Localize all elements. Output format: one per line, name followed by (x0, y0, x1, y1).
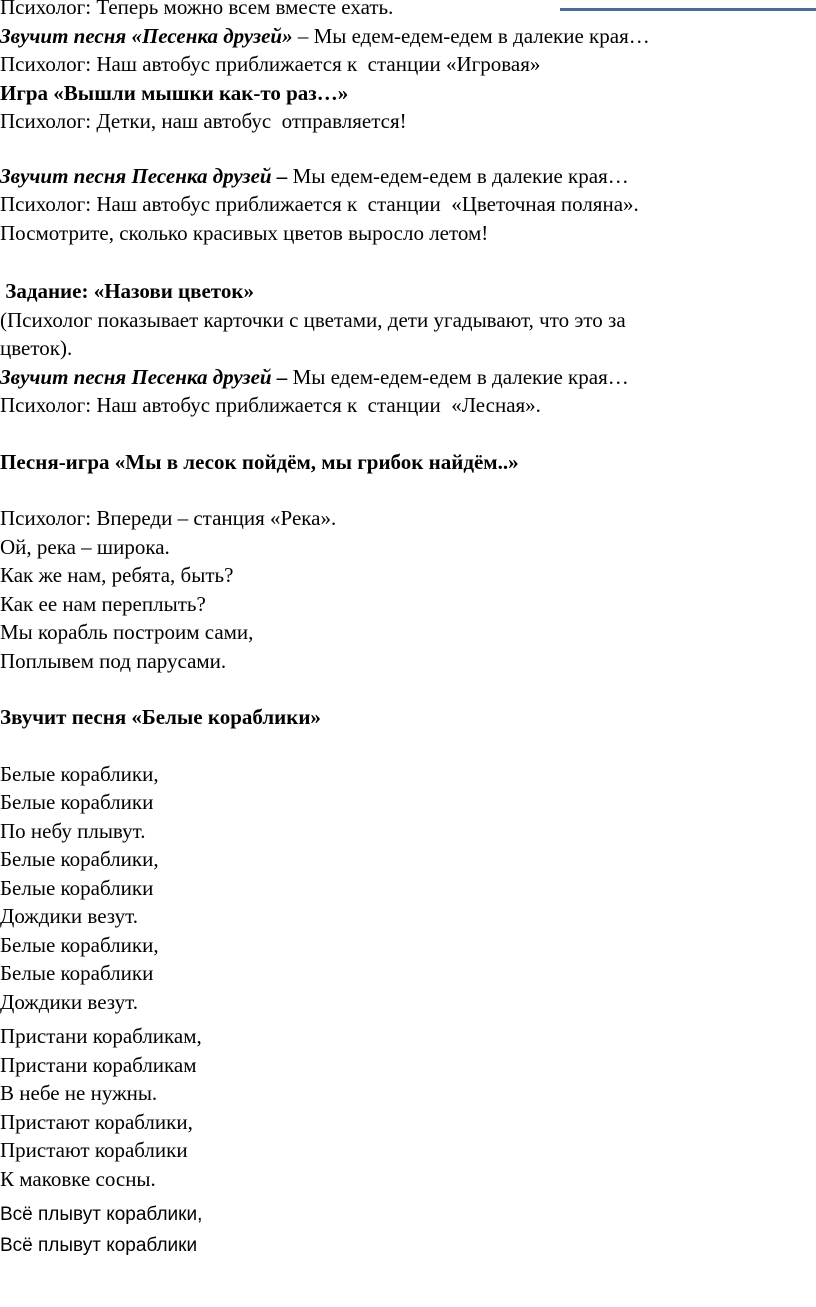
song-intro: Звучит песня «Песенка друзей» (0, 23, 293, 48)
lyric-line: Белые кораблики (0, 875, 154, 900)
lyric-line: Белые кораблики, (0, 932, 159, 957)
lyric-line: Белые кораблики, (0, 761, 159, 786)
lyric-line: К маковке сосны. (0, 1166, 156, 1191)
poem-line: Ой, река – широка. (0, 534, 170, 559)
task-heading: Задание: «Назови цветок» (0, 279, 254, 303)
poem-line: Как ее нам переплыть? (0, 591, 206, 616)
poem-line: Как же нам, ребята, быть? (0, 563, 234, 587)
lyric-line: Пристают кораблики (0, 1138, 188, 1162)
text-line: Психолог: Детки, наш автобус отправляется! (0, 109, 407, 133)
text-line: Психолог: Наш автобус приближается к станции «Игровая» (0, 52, 541, 76)
song-line (0, 22, 812, 51)
song-line (0, 363, 812, 392)
spacer (0, 675, 812, 703)
song-heading: Звучит песня «Белые кораблики» (0, 705, 321, 729)
text-line: Психолог: Впереди – станция «Река». (0, 506, 337, 530)
text-line: (Психолог показывает карточки с цветами, дети угадывают, что это за (0, 307, 626, 332)
text-line: Посмотрите, сколько красивых цветов выросло летом! (0, 220, 489, 245)
text-line: цветок). (0, 336, 73, 360)
lyric-line: Пристани корабликам (0, 1052, 197, 1077)
spacer (0, 136, 812, 162)
spacer (0, 247, 812, 277)
text-line: Психолог: Теперь можно всем вместе ехать. (0, 0, 394, 19)
text-line: Психолог: Наш автобус приближается к станции «Цветочная поляна». (0, 192, 639, 216)
song-intro: Звучит песня Песенка друзей – (0, 163, 288, 188)
song-line (0, 162, 812, 191)
lyric-line: Белые кораблики (0, 790, 154, 814)
lyric-line: Пристают кораблики, (0, 1109, 193, 1134)
lyric-line: Всё плывут кораблики (0, 1235, 198, 1256)
lyric-line: По небу плывут. (0, 818, 146, 843)
lyric-line: Дождики везут. (0, 904, 138, 928)
song-lyric: Мы едем-едем-едем в далекие края… (287, 364, 629, 389)
lyric-line: Белые кораблики, (0, 847, 159, 871)
song-lyric: Мы едем-едем-едем в далекие края… (287, 163, 629, 188)
spacer (0, 732, 812, 760)
spacer (0, 476, 812, 504)
poem-line: Мы корабль построим сами, (0, 620, 254, 644)
text-line: Психолог: Наш автобус приближается к станции «Лесная». (0, 393, 541, 417)
lyric-line: Дождики везут. (0, 989, 138, 1014)
game-heading: Игра «Вышли мышки как-то раз…» (0, 80, 349, 105)
lyric-line: Пристани корабликам, (0, 1024, 202, 1048)
poem-line: Поплывем под парусами. (0, 648, 227, 673)
spacer (0, 420, 812, 448)
song-intro: Звучит песня Песенка друзей – (0, 364, 288, 389)
lyric-line: Белые кораблики (0, 961, 154, 985)
lyric-line: Всё плывут кораблики, (0, 1204, 203, 1225)
song-game-heading: Песня-игра «Мы в лесок пойдём, мы грибок найдём..» (0, 449, 519, 474)
song-lyric: – Мы едем-едем-едем в далекие края… (292, 23, 650, 48)
lyric-line: В небе не нужны. (0, 1081, 158, 1105)
